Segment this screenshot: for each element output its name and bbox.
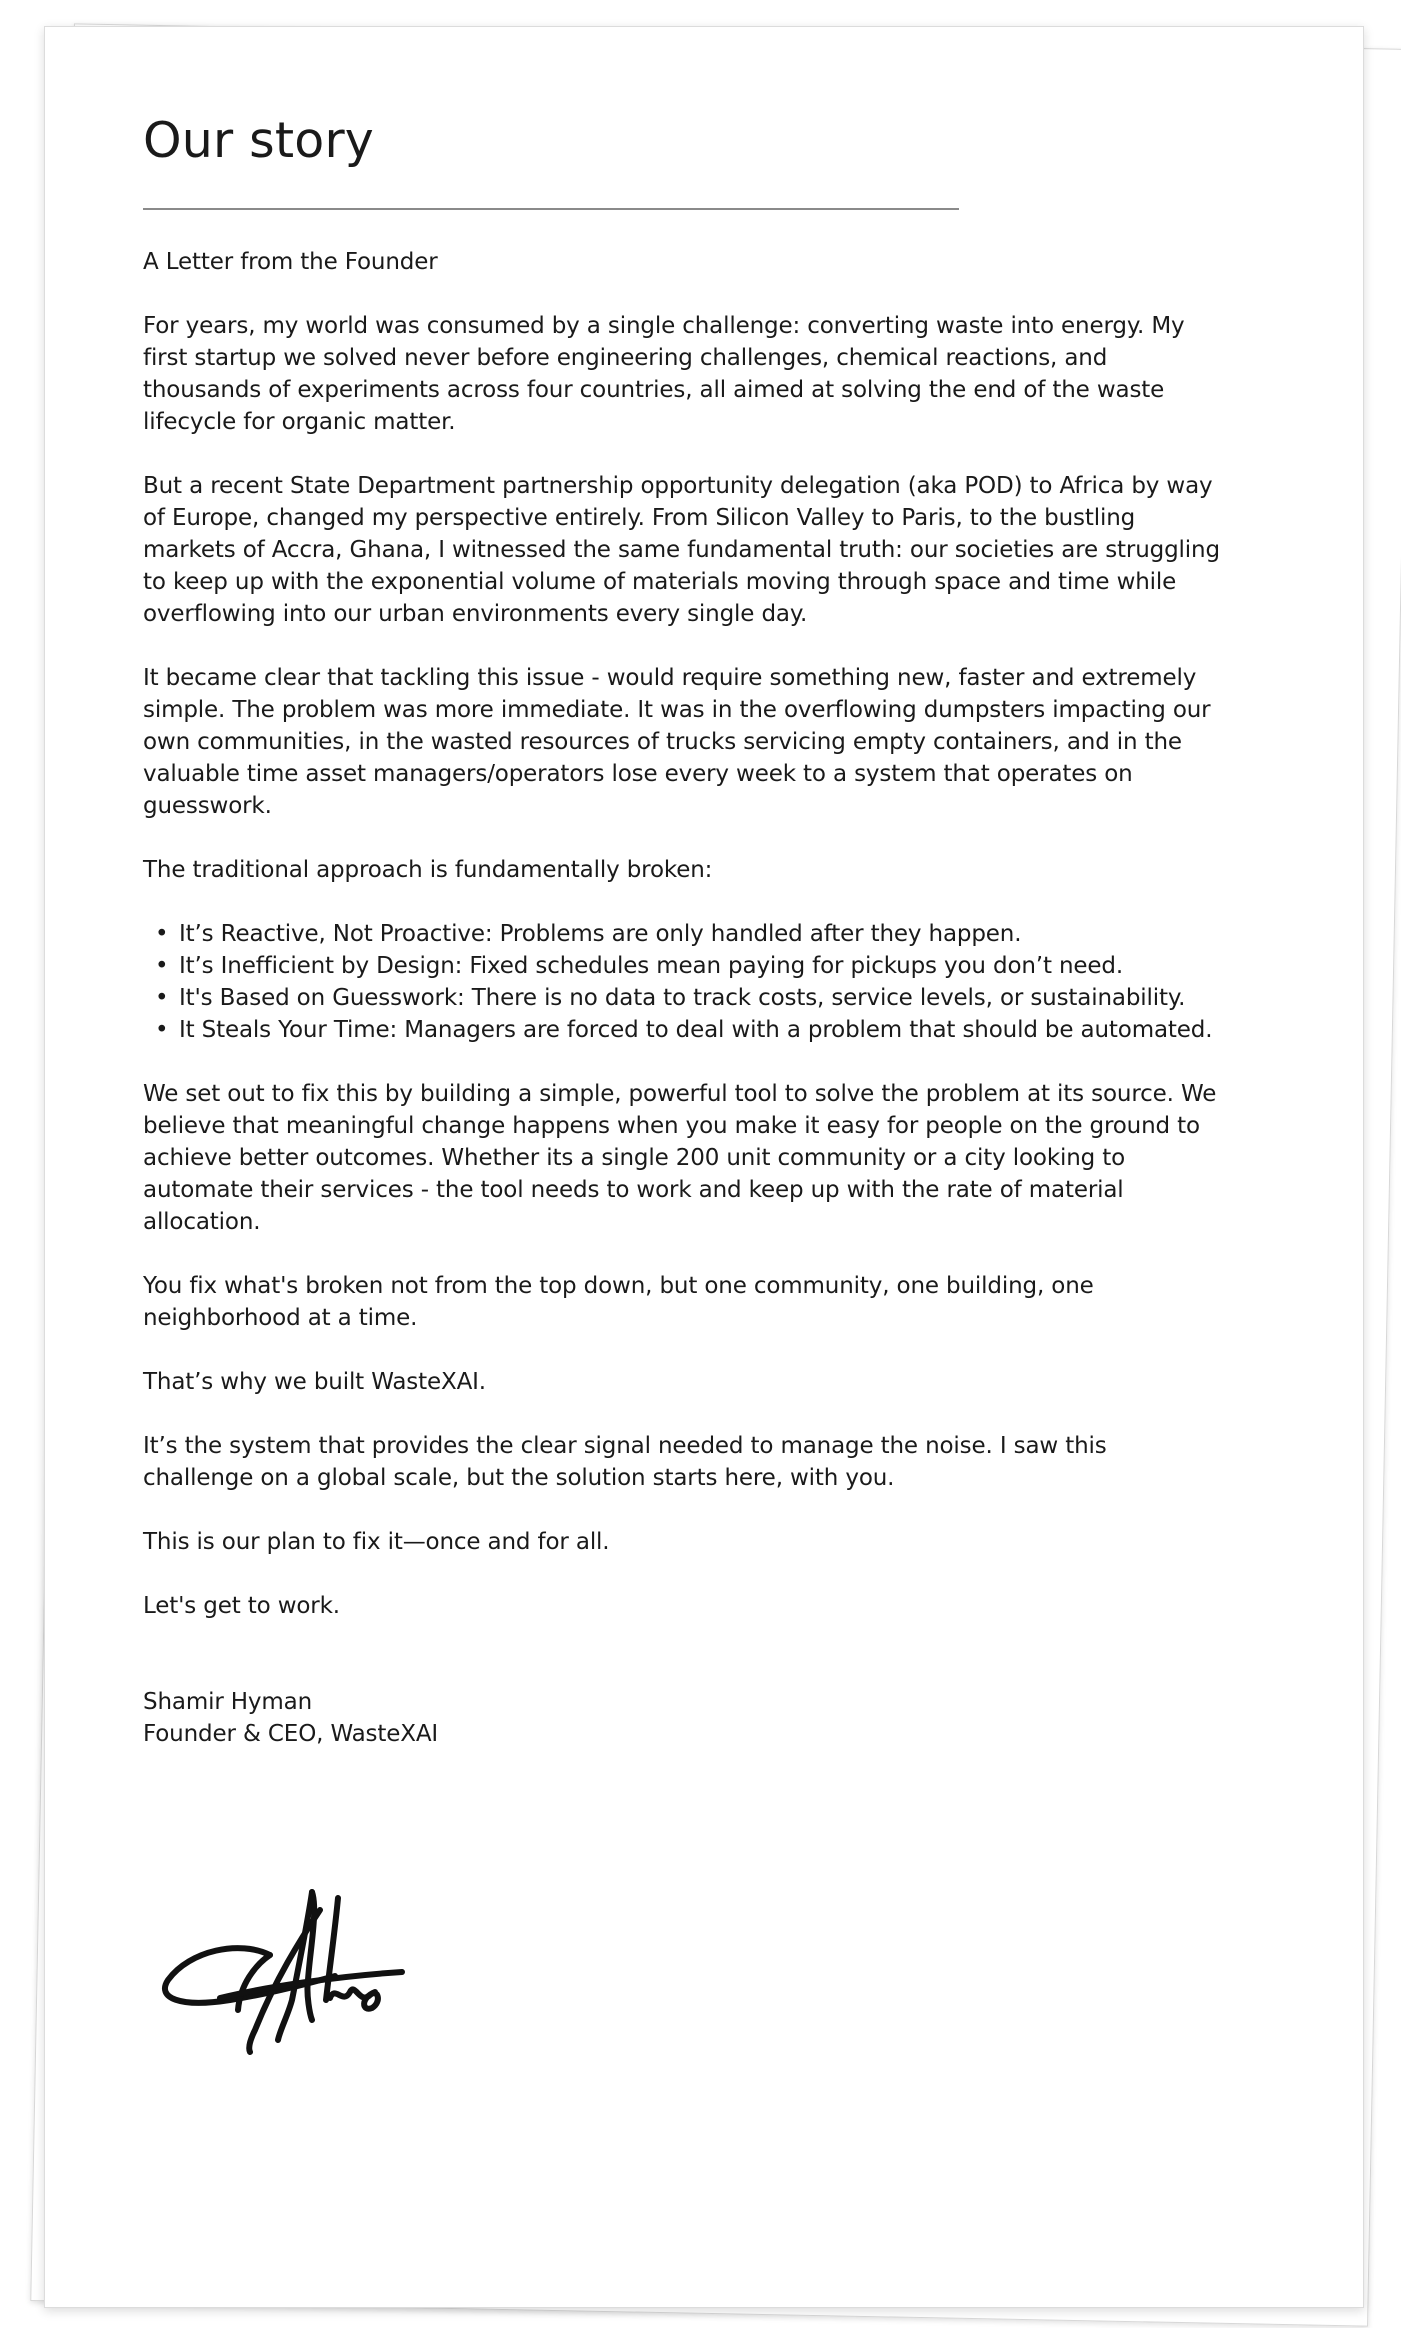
- letter-content: [143, 107, 1223, 1750]
- intro-paragraph-3: It became clear that tackling this issue - would require something new, faster and extremely simple. The problem was more immediate. It was in the overflowing dumpsters impacting our own communities, in the wasted resources of trucks servicing empty containers, and in the valuable time asset managers/operators lose every week to a system that operates on guesswork.: [143, 665, 1211, 819]
- list-item: [143, 982, 1223, 1014]
- bullet-icon: •: [155, 921, 169, 947]
- list-item: [143, 1014, 1223, 1046]
- closing-paragraph-5: This is our plan to fix it—once and for all.: [143, 1529, 610, 1555]
- intro-paragraph-4: The traditional approach is fundamentally broken:: [143, 857, 713, 883]
- problem-list: [143, 918, 1223, 1046]
- title-divider: [143, 208, 959, 210]
- closing-paragraph-1: We set out to fix this by building a simple, powerful tool to solve the problem at its source. We believe that meaningful change happens when you make it easy for people on the ground to achieve better outcomes. Whether its a single 200 unit community or a city looking to automate their services - the tool needs to work and keep up with the rate of material allocation.: [143, 1081, 1217, 1235]
- list-item: [143, 950, 1223, 982]
- signer-name: Shamir Hyman: [143, 1689, 313, 1715]
- signer-title: Founder & CEO, WasteXAI: [143, 1721, 439, 1747]
- bullet-icon: •: [155, 985, 169, 1011]
- list-item-text: It Steals Your Time: Managers are forced to deal with a problem that should be automated.: [179, 1017, 1213, 1043]
- letter-subtitle: A Letter from the Founder: [143, 249, 438, 275]
- intro-paragraph-2: But a recent State Department partnership opportunity delegation (aka POD) to Africa by way of Europe, changed my perspective entirely. From Silicon Valley to Paris, to the bustling markets of Accra, Ghana, I witnessed the same fundamental truth: our societies are struggling to keep up with the exponential volume of materials moving through space and time while overflowing into our urban environments every single day.: [143, 473, 1220, 627]
- bullet-icon: •: [155, 953, 169, 979]
- closing-paragraph-6: Let's get to work.: [143, 1593, 340, 1619]
- closing-paragraph-4: It’s the system that provides the clear signal needed to manage the noise. I saw this challenge on a global scale, but the solution starts here, with you.: [143, 1433, 1107, 1491]
- list-item: [143, 918, 1223, 950]
- signer-block: [143, 1686, 1223, 1750]
- closing-paragraph-2: You fix what's broken not from the top down, but one community, one building, one neighborhood at a time.: [143, 1273, 1094, 1331]
- list-item-text: It's Based on Guesswork: There is no data to track costs, service levels, or sustainability.: [179, 985, 1186, 1011]
- intro-paragraph-1: For years, my world was consumed by a single challenge: converting waste into energy. My first startup we solved never before engineering challenges, chemical reactions, and thousands of experiments across four countries, all aimed at solving the end of the waste lifecycle for organic matter.: [143, 313, 1185, 435]
- bullet-icon: •: [155, 1017, 169, 1043]
- signature-image: [160, 1880, 410, 2060]
- list-item-text: It’s Inefficient by Design: Fixed schedules mean paying for pickups you don’t need.: [179, 953, 1124, 979]
- closing-paragraph-3: That’s why we built WasteXAI.: [143, 1369, 486, 1395]
- page-title: Our story: [143, 112, 375, 169]
- list-item-text: It’s Reactive, Not Proactive: Problems are only handled after they happen.: [179, 921, 1022, 947]
